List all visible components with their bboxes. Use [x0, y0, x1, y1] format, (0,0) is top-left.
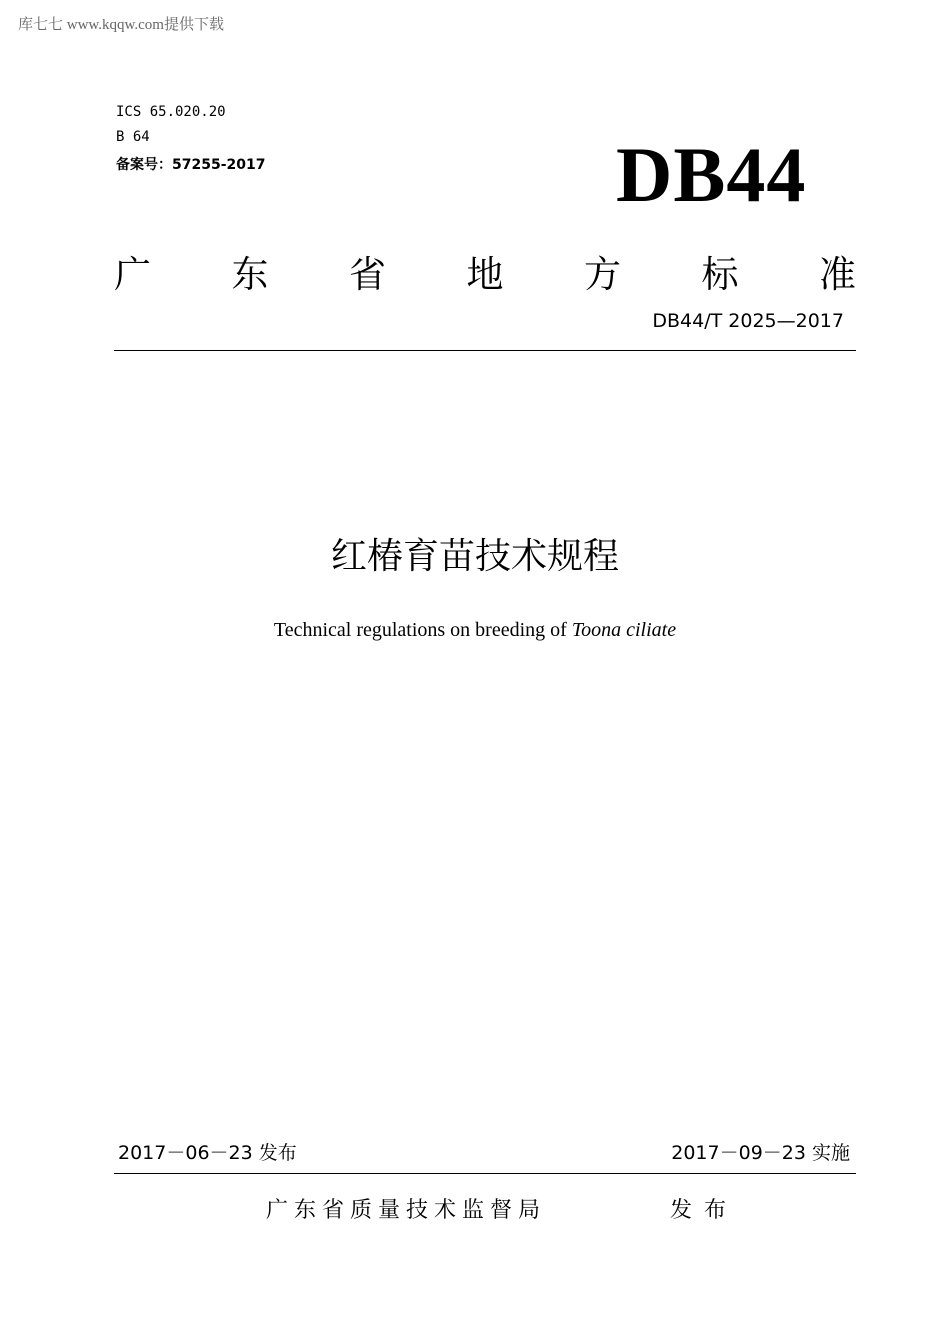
title-chinese: 红椿育苗技术规程 — [330, 536, 619, 577]
standard-type-char: 地 — [466, 253, 504, 296]
standard-type-char: 准 — [819, 253, 856, 296]
implement-date: 2017－09－23 实施 — [671, 1142, 850, 1164]
standard-number: DB44/T 2025—2017 — [652, 310, 844, 332]
db44-logo: DB44 — [616, 131, 807, 218]
title-english-species: Toona ciliate — [571, 619, 677, 641]
ics-code: ICS 65.020.20 — [116, 104, 226, 120]
standard-type-heading — [114, 244, 856, 298]
watermark-text: 库七七 www.kqqw.com提供下载 — [18, 17, 224, 33]
record-number: 备案号：57255-2017 — [116, 157, 266, 173]
title-english — [0, 619, 950, 642]
standard-type-char: 标 — [701, 253, 739, 296]
standard-type-char: 省 — [349, 253, 386, 296]
publish-date: 2017－06－23 发布 — [118, 1142, 297, 1164]
title-english-prefix: Technical regulations on breeding of — [273, 619, 572, 641]
issuing-authority: 广东省质量技术监督局 — [266, 1198, 547, 1223]
standard-type-char: 方 — [584, 253, 621, 296]
top-divider — [114, 350, 856, 351]
bottom-divider — [114, 1173, 856, 1174]
standard-type-char: 广 — [114, 253, 151, 296]
issue-label: 发布 — [670, 1198, 739, 1223]
standard-type-char: 东 — [231, 253, 269, 296]
ccs-code: B 64 — [116, 129, 150, 145]
